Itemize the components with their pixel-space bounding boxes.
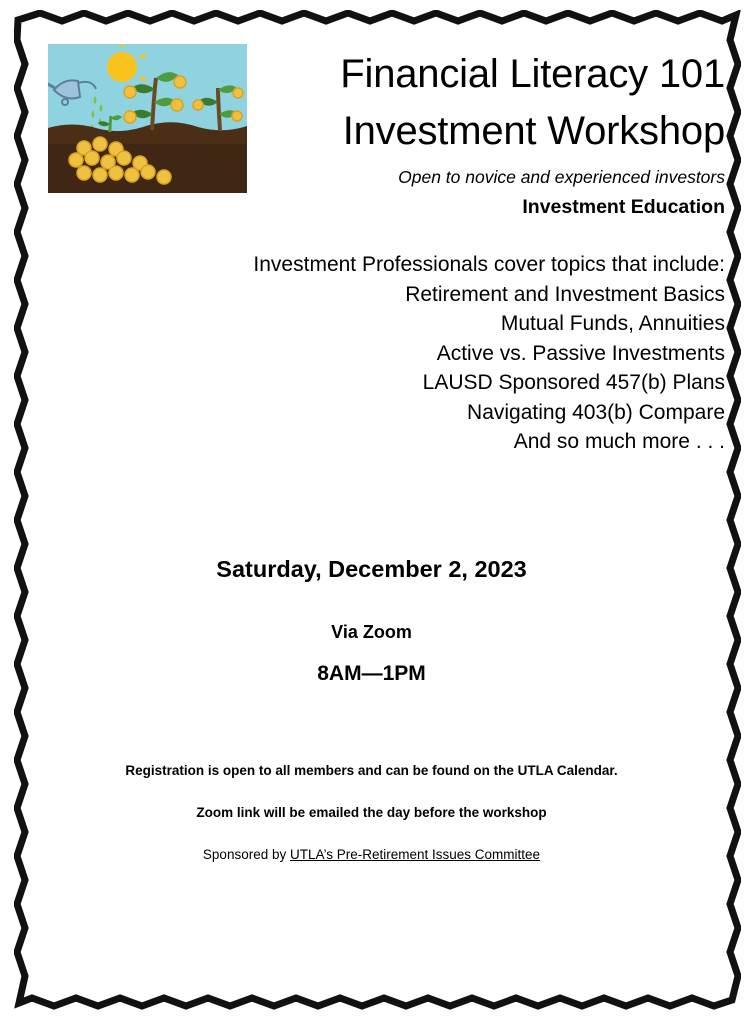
illustration-svg (48, 44, 247, 193)
event-venue: Via Zoom (331, 621, 412, 642)
sponsor-name-link[interactable]: UTLA’s Pre-Retirement Issues Committee (289, 846, 541, 862)
money-growing-plants-illustration (48, 44, 247, 193)
event-time: 8AM—1PM (317, 661, 426, 685)
page-title-line-1: Financial Literacy 101 (340, 52, 725, 96)
subtitle-audience: Open to novice and experienced investors (398, 167, 725, 187)
sponsor-note (30, 845, 713, 865)
flyer-header (30, 26, 725, 226)
topics-section (30, 250, 725, 457)
event-details (30, 553, 725, 689)
title-block (275, 46, 725, 222)
topic-item: Retirement and Investment Basics (405, 282, 725, 306)
subtitle-category: Investment Education (522, 196, 725, 218)
event-date: Saturday, December 2, 2023 (216, 555, 527, 582)
zoom-link-note: Zoom link will be emailed the day before the workshop (196, 804, 547, 820)
topic-item: And so much more . . . (513, 430, 725, 453)
topic-item: LAUSD Sponsored 457(b) Plans (422, 371, 725, 394)
registration-note: Registration is open to all members and can be found on the UTLA Calendar. (125, 762, 618, 778)
flyer-content (30, 26, 725, 994)
topic-item: Navigating 403(b) Compare (467, 400, 725, 424)
topics-intro: Investment Professionals cover topics that include: (253, 253, 725, 276)
topic-item: Active vs. Passive Investments (436, 341, 725, 365)
footer-notes (30, 761, 725, 865)
sponsor-prefix: Sponsored by (202, 846, 290, 862)
topic-item: Mutual Funds, Annuities (500, 312, 725, 335)
page-title-line-2: Investment Workshop (342, 109, 725, 153)
